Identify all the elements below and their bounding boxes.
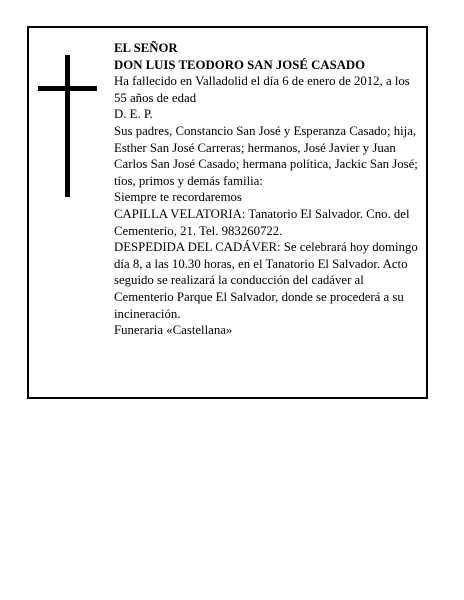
cross-horizontal-bar — [38, 86, 97, 91]
chapel-info: CAPILLA VELATORIA: Tanatorio El Salvador. Cno. del Cementerio, 21. Tel. 983260722. — [114, 206, 410, 238]
death-announcement: Ha fallecido en Valladolid el día 6 de enero de 2012, a los 55 años de edad — [114, 74, 410, 105]
remembrance-line: Siempre te recordaremos — [114, 190, 242, 205]
deceased-name: DON LUIS TEODORO SAN JOSÉ CASADO — [114, 57, 366, 72]
rip-line: D. E. P. — [114, 107, 153, 122]
farewell-info: DESPEDIDA DEL CADÁVER: Se celebrará hoy domingo día 8, a las 10.30 horas, en el Tanatorio El Salvador. Acto seguido se realizará la conducción del cadáver al Cementerio Parque El Salvador, donde se procederá a su incineración. — [114, 240, 418, 321]
obituary-title: EL SEÑOR — [114, 41, 178, 55]
funeral-home: Funeraria «Castellana» — [114, 323, 233, 338]
obituary-text — [114, 40, 419, 339]
family-list: Sus padres, Constancio San José y Esperanza Casado; hija, Esther San José Carreras; hermanos, José Javier y Juan Carlos San José Casado; hermana política, Jackic San José; tíos, primos y demás familia: — [114, 123, 418, 188]
cross-vertical-bar — [65, 55, 70, 197]
